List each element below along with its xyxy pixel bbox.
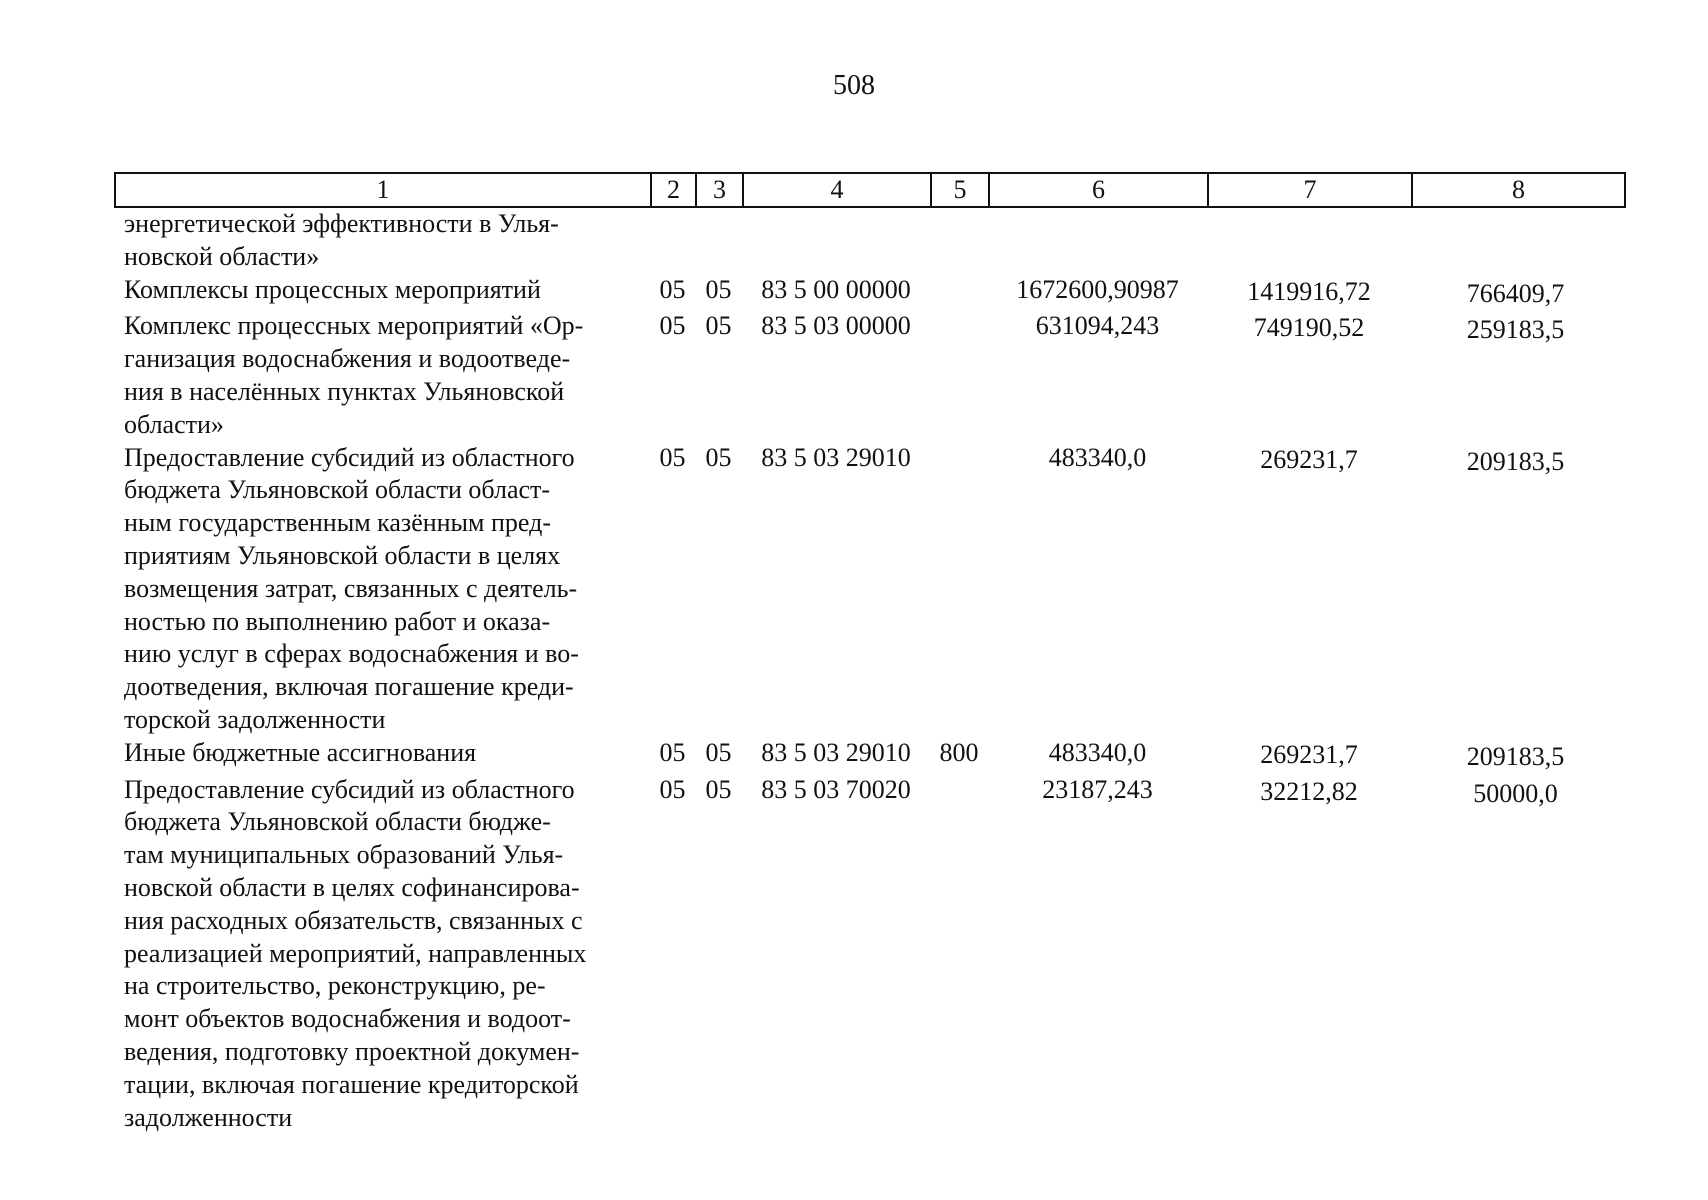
row-cell-4: 83 5 00 00000	[761, 274, 911, 304]
row-cell-2: 05	[659, 311, 686, 341]
row-cell-3: 05	[705, 442, 732, 472]
row-cell-4: 83 5 03 29010	[761, 442, 911, 472]
table-row	[114, 310, 1624, 441]
table-row	[114, 737, 1624, 774]
row-cell-8: 209183,5	[1466, 741, 1565, 771]
table-row	[114, 774, 1624, 1135]
row-cell-4: 83 5 03 70020	[761, 774, 911, 804]
row-cell-8: 259183,5	[1466, 315, 1565, 345]
row-description: Комплексы процессных мероприятий	[124, 274, 541, 304]
column-header-8: 8	[1412, 173, 1625, 207]
row-cell-7: 32212,82	[1260, 776, 1358, 806]
row-cell-8	[1411, 208, 1620, 212]
row-cell-8: 209183,5	[1466, 446, 1565, 476]
row-cell-7: 269231,7	[1260, 444, 1358, 474]
page-number: 508	[833, 70, 875, 101]
row-cell-4: 83 5 03 29010	[761, 737, 911, 767]
row-cell-2: 05	[659, 274, 686, 304]
row-description: Предоставление субсидий из областного бюджета Ульяновской области област- ным государственным казённым пред- приятиям Ульяновской области в целях возмещения затрат, связанных с деятель- ностью по выполнению работ и оказа- нию услуг в сферах водоснабжения и во- доотведения, включая погашение креди- торской задолженности	[124, 442, 579, 734]
row-cell-3: 05	[705, 311, 732, 341]
row-cell-8: 50000,0	[1473, 778, 1558, 808]
row-cell-2: 05	[659, 442, 686, 472]
column-header-6: 6	[989, 173, 1208, 207]
row-cell-3: 05	[705, 737, 732, 767]
row-cell-7: 269231,7	[1260, 739, 1358, 769]
row-cell-2: 05	[659, 774, 686, 804]
row-cell-3: 05	[705, 274, 732, 304]
row-cell-3: 05	[705, 774, 732, 804]
column-header-4: 4	[743, 173, 931, 207]
table-row	[114, 208, 1624, 274]
row-cell-7: 1419916,72	[1247, 276, 1371, 306]
row-cell-6: 631094,243	[1035, 311, 1160, 341]
column-header-row	[114, 172, 1626, 208]
row-cell-5: 800	[939, 737, 979, 767]
column-header-3: 3	[696, 173, 743, 207]
row-description: Комплекс процессных мероприятий «Ор- ганизация водоснабжения и водоотведе- ния в населённых пунктах Ульяновской области»	[124, 311, 584, 439]
table-row	[114, 442, 1624, 737]
row-cell-4: 83 5 03 00000	[761, 311, 911, 341]
column-header-5: 5	[931, 173, 989, 207]
row-cell-2: 05	[659, 737, 686, 767]
row-cell-6: 23187,243	[1042, 774, 1153, 804]
table-row	[114, 274, 1624, 311]
row-description: Иные бюджетные ассигнования	[124, 737, 477, 767]
table-body	[114, 208, 1624, 1134]
column-header-7: 7	[1208, 173, 1412, 207]
row-cell-8: 766409,7	[1466, 278, 1565, 308]
column-header-1: 1	[115, 173, 651, 207]
row-description: Предоставление субсидий из областного бюджета Ульяновской области бюдже- там муниципальных образований Улья- новской области в целях софинансирова- ния расходных обязательств, связанных с реализацией мероприятий, направленных на строительство, реконструкцию, ре- монт объектов водоснабжения и водоот- ведения, подготовку проектной докумен- тации, включая погашение кредиторской задолженности	[124, 774, 587, 1132]
row-cell-7	[1207, 208, 1411, 210]
column-header-2: 2	[651, 173, 696, 207]
row-cell-6: 483340,0	[1048, 442, 1147, 472]
row-cell-7: 749190,52	[1253, 313, 1365, 343]
row-description: энергетической эффективности в Улья- новской области»	[124, 209, 559, 271]
row-cell-6: 483340,0	[1048, 737, 1147, 767]
row-cell-6: 1672600,90987	[1016, 274, 1179, 304]
